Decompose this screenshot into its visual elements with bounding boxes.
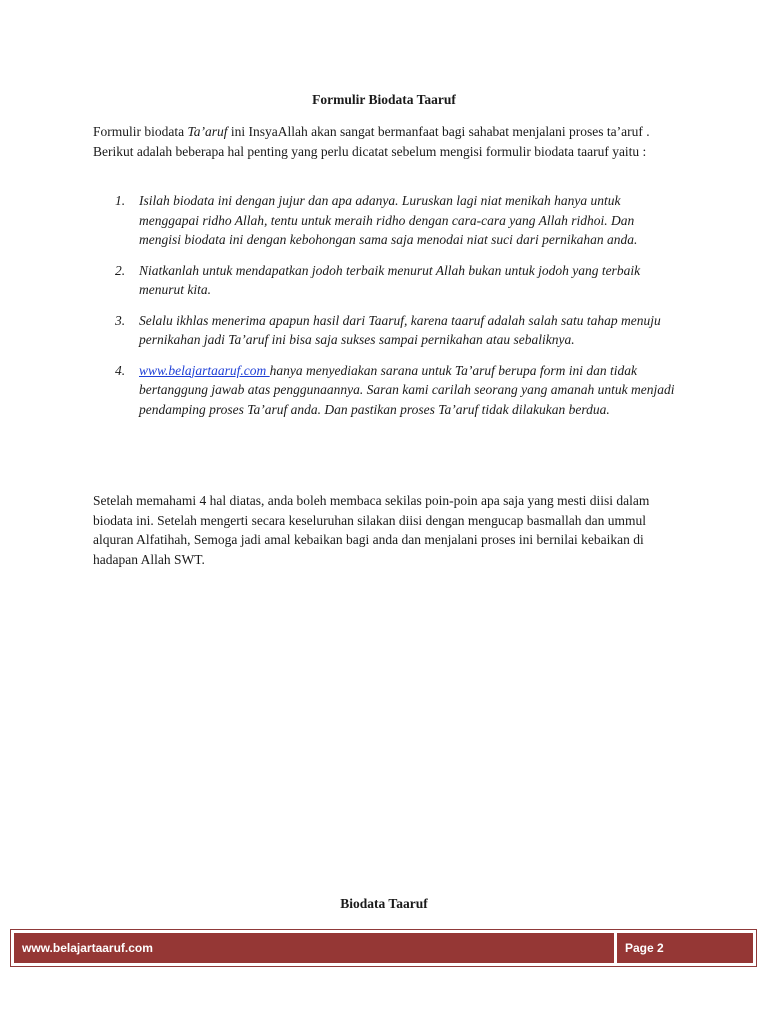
intro-text-end: ini InsyaAllah akan sangat bermanfaat bagi sahabat menjalani proses ta’aruf . Berikut adalah beberapa hal penting yang perlu dicatat sebelum mengisi formulir biodata taaruf yaitu : <box>93 124 650 159</box>
intro-text-start: Formulir biodata <box>93 124 188 139</box>
list-item <box>93 191 678 250</box>
list-number: 1. <box>115 193 126 208</box>
list-item-text: Selalu ikhlas menerima apapun hasil dari Taaruf, karena taaruf adalah salah satu tahap menuju pernikahan jadi Ta’aruf ini bisa saja sukses sampai pernikahan atau sebaliknya. <box>139 312 661 347</box>
footer-url: www.belajartaaruf.com <box>14 933 614 963</box>
list-item <box>93 311 678 350</box>
footer-page-number: Page 2 <box>617 933 753 963</box>
footer-bar <box>14 933 753 963</box>
intro-paragraph <box>93 122 678 161</box>
list-item <box>93 361 678 420</box>
list-item-text: Niatkanlah untuk mendapatkan jodoh terbaik menurut Allah bukan untuk jodoh yang terbaik menurut kita. <box>139 262 641 297</box>
guideline-list <box>93 191 678 419</box>
list-item <box>93 261 678 300</box>
list-item-text: hanya menyediakan sarana untuk Ta’aruf berupa form ini dan tidak bertanggung jawab atas penggunaannya. Saran kami carilah seorang yang amanah untuk menjadi pendamping proses Ta’aruf anda. Dan pastikan proses Ta’aruf tidak dilakukan berdua. <box>139 362 675 417</box>
list-number: 4. <box>115 362 126 378</box>
list-number: 3. <box>115 312 126 328</box>
page-footer <box>10 929 757 967</box>
document-title: Formulir Biodata Taaruf <box>312 92 456 107</box>
section-title: Biodata Taaruf <box>340 896 428 911</box>
intro-italic-term: Ta’aruf <box>187 124 228 139</box>
website-link[interactable]: www.belajartaaruf.com <box>139 362 270 378</box>
closing-paragraph: Setelah memahami 4 hal diatas, anda boleh membaca sekilas poin-poin apa saja yang mesti diisi dalam biodata ini. Setelah mengerti secara keseluruhan silakan diisi dengan mengucap basmallah dan ummul alquran Alfatihah, Semoga jadi amal kebaikan bagi anda dan menjalani proses ini bernilai kebaikan di hadapan Allah SWT. <box>93 493 650 567</box>
list-number: 2. <box>115 262 126 278</box>
list-item-text: Isilah biodata ini dengan jujur dan apa adanya. Luruskan lagi niat menikah hanya untuk menggapai ridho Allah, tentu untuk meraih ridho dengan cara-cara yang Allah ridhoi. Dan mengisi biodata ini dengan kebohongan sama saja menodai niat suci dari pernikahan anda. <box>139 193 638 247</box>
